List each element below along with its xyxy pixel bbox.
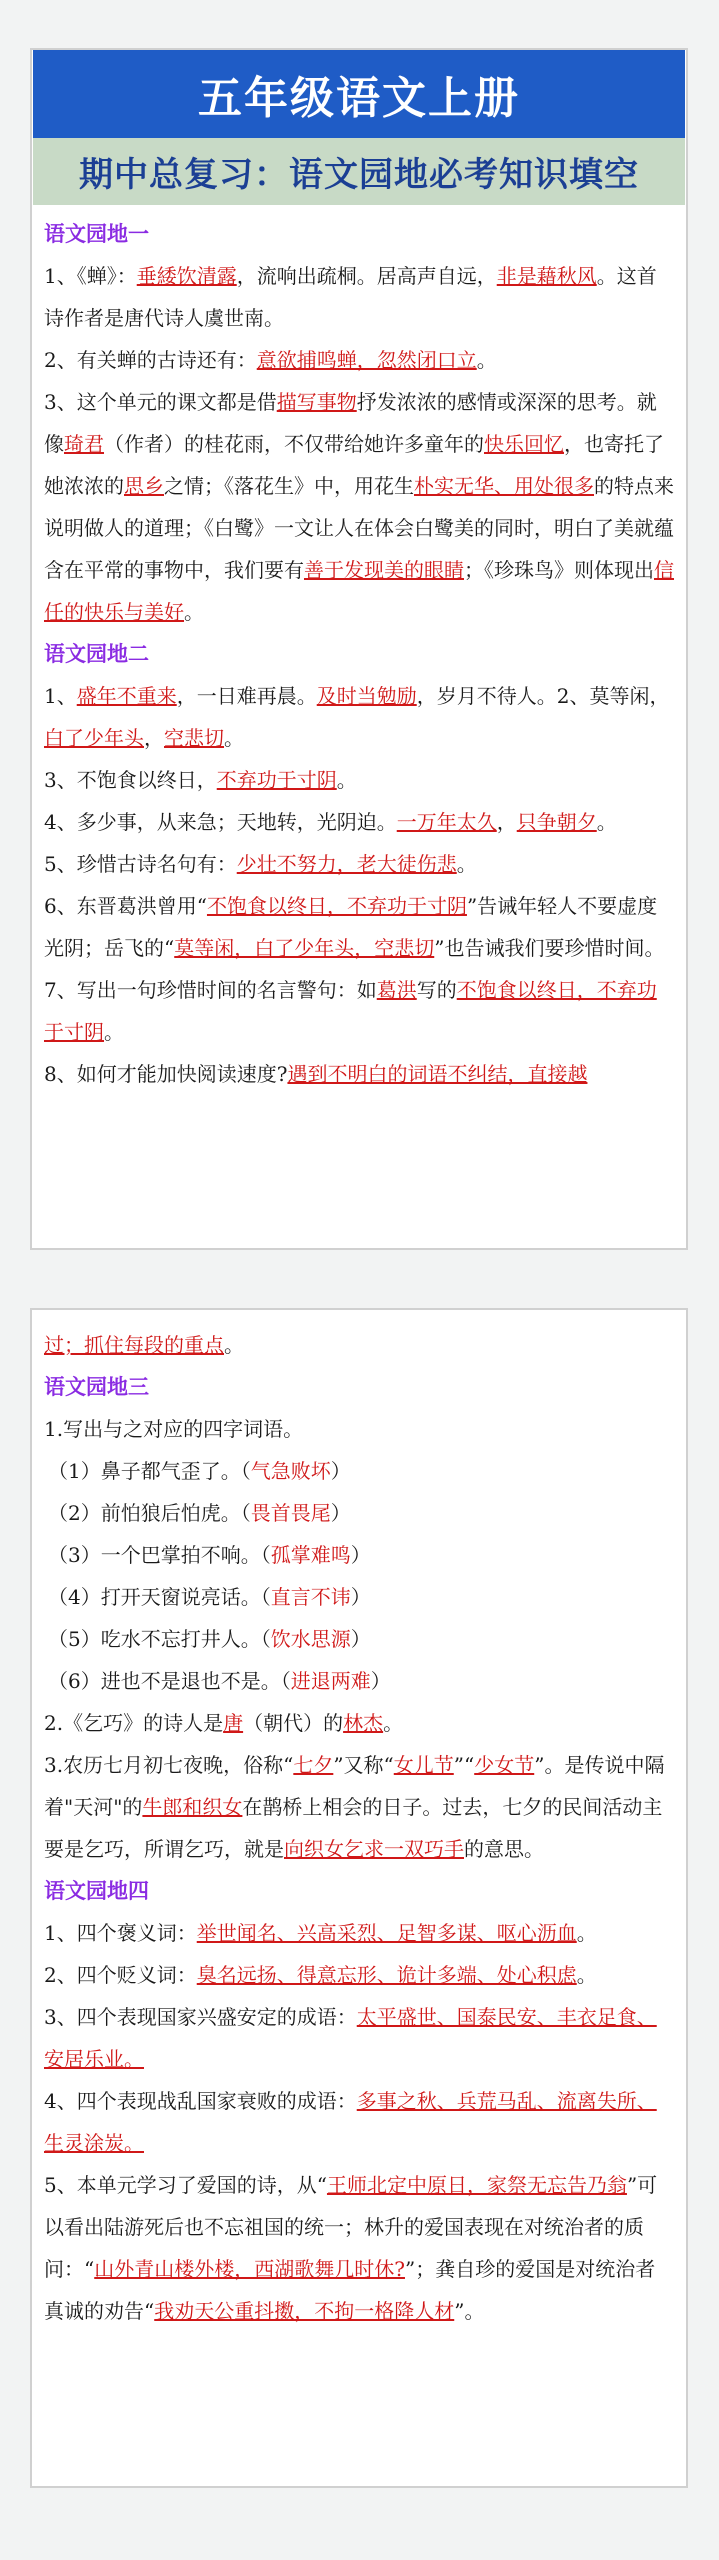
item-2-8-start: 8、如何才能加快阅读速度?遇到不明白的词语不纠结，直接越 bbox=[44, 1062, 588, 1086]
item-3-2: 2.《乞巧》的诗人是唐（朝代）的林杰。 bbox=[44, 1711, 404, 1735]
item-3-1: 1.写出与之对应的四字词语。 bbox=[44, 1417, 304, 1441]
item-2-5: 5、珍惜古诗名句有：少壮不努力，老大徒伤悲。 bbox=[44, 852, 477, 876]
section-heading-yuandi-1: 语文园地一 bbox=[44, 221, 149, 246]
item-2-6: 6、东晋葛洪曾用“不饱食以终日，不弃功于寸阴”告诫年轻人不要虚度光阴；岳飞的“莫等闲，白了少年头，空悲切”也告诫我们要珍惜时间。 bbox=[44, 894, 665, 960]
idiom-row: （2）前怕狼后怕虎。（畏首畏尾） bbox=[48, 1501, 351, 1525]
item-4-5: 5、本单元学习了爱国的诗，从“王师北定中原日，家祭无忘告乃翁”可以看出陆游死后也不忘祖国的统一；林升的爱国表现在对统治者的质问：“山外青山楼外楼，西湖歌舞几时休?”；龚自珍的爱国是对统治者真诚的劝告“我劝天公重抖擞，不拘一格降人材”。 bbox=[44, 2173, 658, 2323]
item-2-8-end: 过；抓住每段的重点。 bbox=[44, 1333, 244, 1357]
content-part-2 bbox=[32, 1310, 686, 2332]
card-page-2 bbox=[30, 1308, 688, 2488]
item-2-3: 3、不饱食以终日，不弃功于寸阴。 bbox=[44, 768, 357, 792]
section-heading-yuandi-3: 语文园地三 bbox=[44, 1374, 149, 1399]
item-1-3: 3、这个单元的课文都是借描写事物抒发浓浓的感情或深深的思考。就像琦君（作者）的桂花雨，不仅带给她许多童年的快乐回忆，也寄托了她浓浓的思乡之情；《落花生》中，用花生朴实无华、用处很多的特点来说明做人的道理；《白鹭》一文让人在体会白鹭美的同时，明白了美就蕴含在平常的事物中，我们要有善于发现美的眼睛；《珍珠鸟》则体现出信任的快乐与美好。 bbox=[44, 390, 674, 624]
idiom-row: （1）鼻子都气歪了。（气急败坏） bbox=[48, 1459, 351, 1483]
item-1-2: 2、有关蝉的古诗还有：意欲捕鸣蝉，忽然闭口立。 bbox=[44, 348, 497, 372]
item-2-4: 4、多少事，从来急；天地转，光阴迫。一万年太久，只争朝夕。 bbox=[44, 810, 617, 834]
page-title: 五年级语文上册 bbox=[33, 50, 685, 138]
item-1-1: 1、《蝉》：垂緌饮清露，流响出疏桐。居高声自远，非是藉秋风。这首诗作者是唐代诗人虞世南。 bbox=[44, 264, 657, 330]
item-4-1: 1、四个褒义词：举世闻名、兴高采烈、足智多谋、呕心沥血。 bbox=[44, 1921, 597, 1945]
item-3-3: 3.农历七月初七夜晚，俗称“七夕”又称“女儿节”“少女节”。是传说中隔着"天河"的牛郎和织女在鹊桥上相会的日子。过去，七夕的民间活动主要是乞巧，所谓乞巧，就是向织女乞求一双巧手的意思。 bbox=[44, 1753, 665, 1861]
idiom-row: （3）一个巴掌拍不响。（孤掌难鸣） bbox=[48, 1543, 371, 1567]
section-heading-yuandi-2: 语文园地二 bbox=[44, 641, 149, 666]
idiom-row: （6）进也不是退也不是。（进退两难） bbox=[48, 1669, 391, 1693]
card-page-1 bbox=[30, 48, 688, 1250]
item-2-7: 7、写出一句珍惜时间的名言警句：如葛洪写的不饱食以终日，不弃功于寸阴。 bbox=[44, 978, 657, 1044]
section-heading-yuandi-4: 语文园地四 bbox=[44, 1878, 149, 1903]
idiom-row: （4）打开天窗说亮话。（直言不讳） bbox=[48, 1585, 371, 1609]
item-4-3: 3、四个表现国家兴盛安定的成语：太平盛世、国泰民安、丰衣足食、安居乐业。 bbox=[44, 2005, 657, 2071]
page-subtitle: 期中总复习：语文园地必考知识填空 bbox=[33, 138, 685, 205]
item-2-1: 1、盛年不重来，一日难再晨。及时当勉励，岁月不待人。2、莫等闲，白了少年头，空悲切。 bbox=[44, 684, 670, 750]
item-4-2: 2、四个贬义词：臭名远扬、得意忘形、诡计多端、处心积虑。 bbox=[44, 1963, 597, 1987]
idiom-row: （5）吃水不忘打井人。（饮水思源） bbox=[48, 1627, 371, 1651]
content-part-1 bbox=[32, 205, 686, 1095]
item-4-4: 4、四个表现战乱国家衰败的成语：多事之秋、兵荒马乱、流离失所、生灵涂炭。 bbox=[44, 2089, 657, 2155]
